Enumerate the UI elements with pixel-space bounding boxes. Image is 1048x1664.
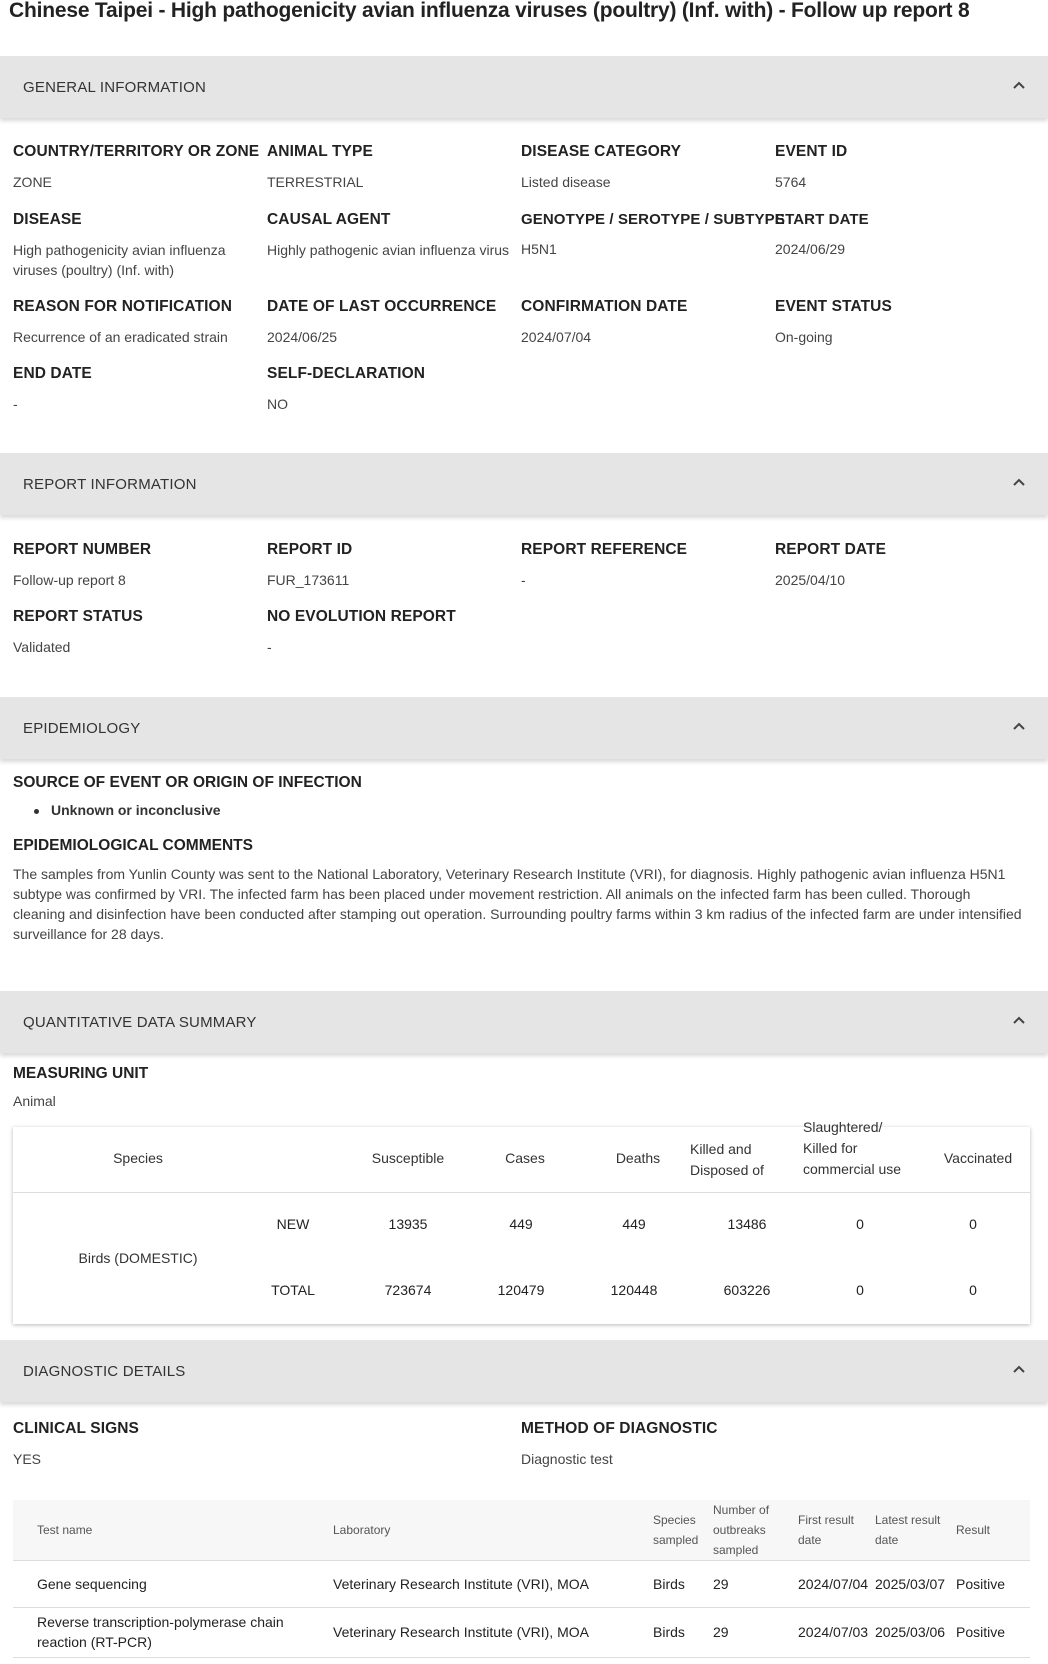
field-date-of-last-occurrence: DATE OF LAST OCCURRENCE 2024/06/25 xyxy=(267,298,497,345)
field-confirmation-date: CONFIRMATION DATE 2024/07/04 xyxy=(521,298,688,345)
table-row: Reverse transcription-polymerase chain reaction (RT-PCR) Veterinary Research Institute (VRI), MOA Birds 29 2024/07/03 2025/03/06 Positive xyxy=(13,1608,1030,1658)
section-header-report-information[interactable] xyxy=(0,453,1048,515)
field-disease: DISEASE High pathogenicity avian influenza viruses (poultry) (Inf. with) xyxy=(13,211,226,278)
section-header-epidemiology[interactable] xyxy=(0,697,1048,759)
section-header-quantitative-data-summary[interactable] xyxy=(0,991,1048,1053)
col-species: Species xyxy=(113,1150,163,1166)
page-title: Chinese Taipei - High pathogenicity avian influenza viruses (poultry) (Inf. with) - Follow up report 8 xyxy=(9,0,970,22)
section-title: EPIDEMIOLOGY xyxy=(23,719,141,737)
source-item: Unknown or inconclusive xyxy=(34,802,221,818)
field-end-date: END DATE - xyxy=(13,365,92,412)
field-report-number: REPORT NUMBER Follow-up report 8 xyxy=(13,541,152,588)
field-report-date: REPORT DATE 2025/04/10 xyxy=(775,541,887,588)
section-header-diagnostic-details[interactable] xyxy=(0,1340,1048,1402)
col-outbreaks-sampled: Number of outbreaks sampled xyxy=(713,1503,770,1557)
field-start-date: START DATE 2024/06/29 xyxy=(775,211,869,257)
col-latest-result-date: Latest result date xyxy=(875,1513,941,1547)
col-susceptible: Susceptible xyxy=(371,1150,445,1166)
section-header-general-information[interactable] xyxy=(0,56,1048,118)
section-title: DIAGNOSTIC DETAILS xyxy=(23,1362,186,1380)
table-row: Gene sequencing Veterinary Research Institute (VRI), MOA Birds 29 2024/07/04 2025/03/07 Positive xyxy=(13,1561,1030,1608)
field-causal-agent: CAUSAL AGENT Highly pathogenic avian influenza virus xyxy=(267,211,510,258)
epidemiological-comments-label: EPIDEMIOLOGICAL COMMENTS xyxy=(13,837,253,854)
section-title: QUANTITATIVE DATA SUMMARY xyxy=(23,1013,257,1031)
field-clinical-signs: CLINICAL SIGNS YES xyxy=(13,1420,139,1467)
col-laboratory: Laboratory xyxy=(333,1523,391,1537)
quantitative-table: Species Susceptible Cases Deaths Killed and Disposed of Slaughtered/ Killed for commercial use Vaccinated Birds (DOMESTIC) NEW 13935 449 449 13486 0 0 TOTAL 723674 120479 120448 603226 0 0 xyxy=(13,1127,1030,1324)
field-method-of-diagnostic: METHOD OF DIAGNOSTIC Diagnostic test xyxy=(521,1420,718,1467)
measuring-unit-label: MEASURING UNIT xyxy=(13,1065,149,1082)
epidemiological-comments: The samples from Yunlin County was sent to the National Laboratory, Veterinary Research Institute (VRI), for diagnosis. Highly pathogenic avian influenza H5N1 subtype was confirmed by VRI. The infected farm has been placed under movement restriction. All animals on the infected farm has been culled. Thorough cleaning and disinfection have been conducted after stamping out operation. Surrounding poultry farms within 3 km radius of the infected farm are under intensified surveillance for 28 days. xyxy=(13,866,1022,942)
source-of-event-label: SOURCE OF EVENT OR ORIGIN OF INFECTION xyxy=(13,774,362,791)
field-genotype: GENOTYPE / SEROTYPE / SUBTYPE H5N1 xyxy=(521,211,785,257)
field-report-reference: REPORT REFERENCE - xyxy=(521,541,688,588)
col-killed-disposed: Killed and Disposed of xyxy=(690,1141,764,1178)
chevron-up-icon[interactable] xyxy=(1012,475,1026,489)
field-report-id: REPORT ID FUR_173611 xyxy=(267,541,353,588)
col-first-result-date: First result date xyxy=(798,1513,855,1547)
field-self-declaration: SELF-DECLARATION NO xyxy=(267,365,426,412)
field-event-status: EVENT STATUS On-going xyxy=(775,298,892,345)
field-reason-for-notification: REASON FOR NOTIFICATION Recurrence of an eradicated strain xyxy=(13,298,233,345)
section-title: GENERAL INFORMATION xyxy=(23,78,206,96)
measuring-unit-value: Animal xyxy=(13,1093,56,1109)
field-event-id: EVENT ID 5764 xyxy=(775,143,848,190)
chevron-up-icon[interactable] xyxy=(1012,78,1026,92)
field-disease-category: DISEASE CATEGORY Listed disease xyxy=(521,143,682,190)
field-country: COUNTRY/TERRITORY OR ZONE ZONE xyxy=(13,143,260,190)
chevron-up-icon[interactable] xyxy=(1012,719,1026,733)
chevron-up-icon[interactable] xyxy=(1012,1362,1026,1376)
table-header xyxy=(13,1119,1030,1193)
col-slaughtered: Slaughtered/ Killed for commercial use xyxy=(803,1119,902,1177)
col-vaccinated: Vaccinated xyxy=(943,1150,1013,1166)
col-result: Result xyxy=(956,1523,991,1537)
species-name: Birds (DOMESTIC) xyxy=(78,1250,198,1266)
field-report-status: REPORT STATUS Validated xyxy=(13,608,143,655)
col-test-name: Test name xyxy=(37,1523,93,1537)
table-header xyxy=(13,1500,1030,1561)
chevron-up-icon[interactable] xyxy=(1012,1013,1026,1027)
field-no-evolution-report: NO EVOLUTION REPORT - xyxy=(267,608,456,655)
field-animal-type: ANIMAL TYPE TERRESTRIAL xyxy=(267,143,373,190)
col-deaths: Deaths xyxy=(615,1150,661,1166)
col-cases: Cases xyxy=(505,1150,545,1166)
col-species-sampled: Species sampled xyxy=(653,1513,699,1547)
section-title: REPORT INFORMATION xyxy=(23,475,197,493)
